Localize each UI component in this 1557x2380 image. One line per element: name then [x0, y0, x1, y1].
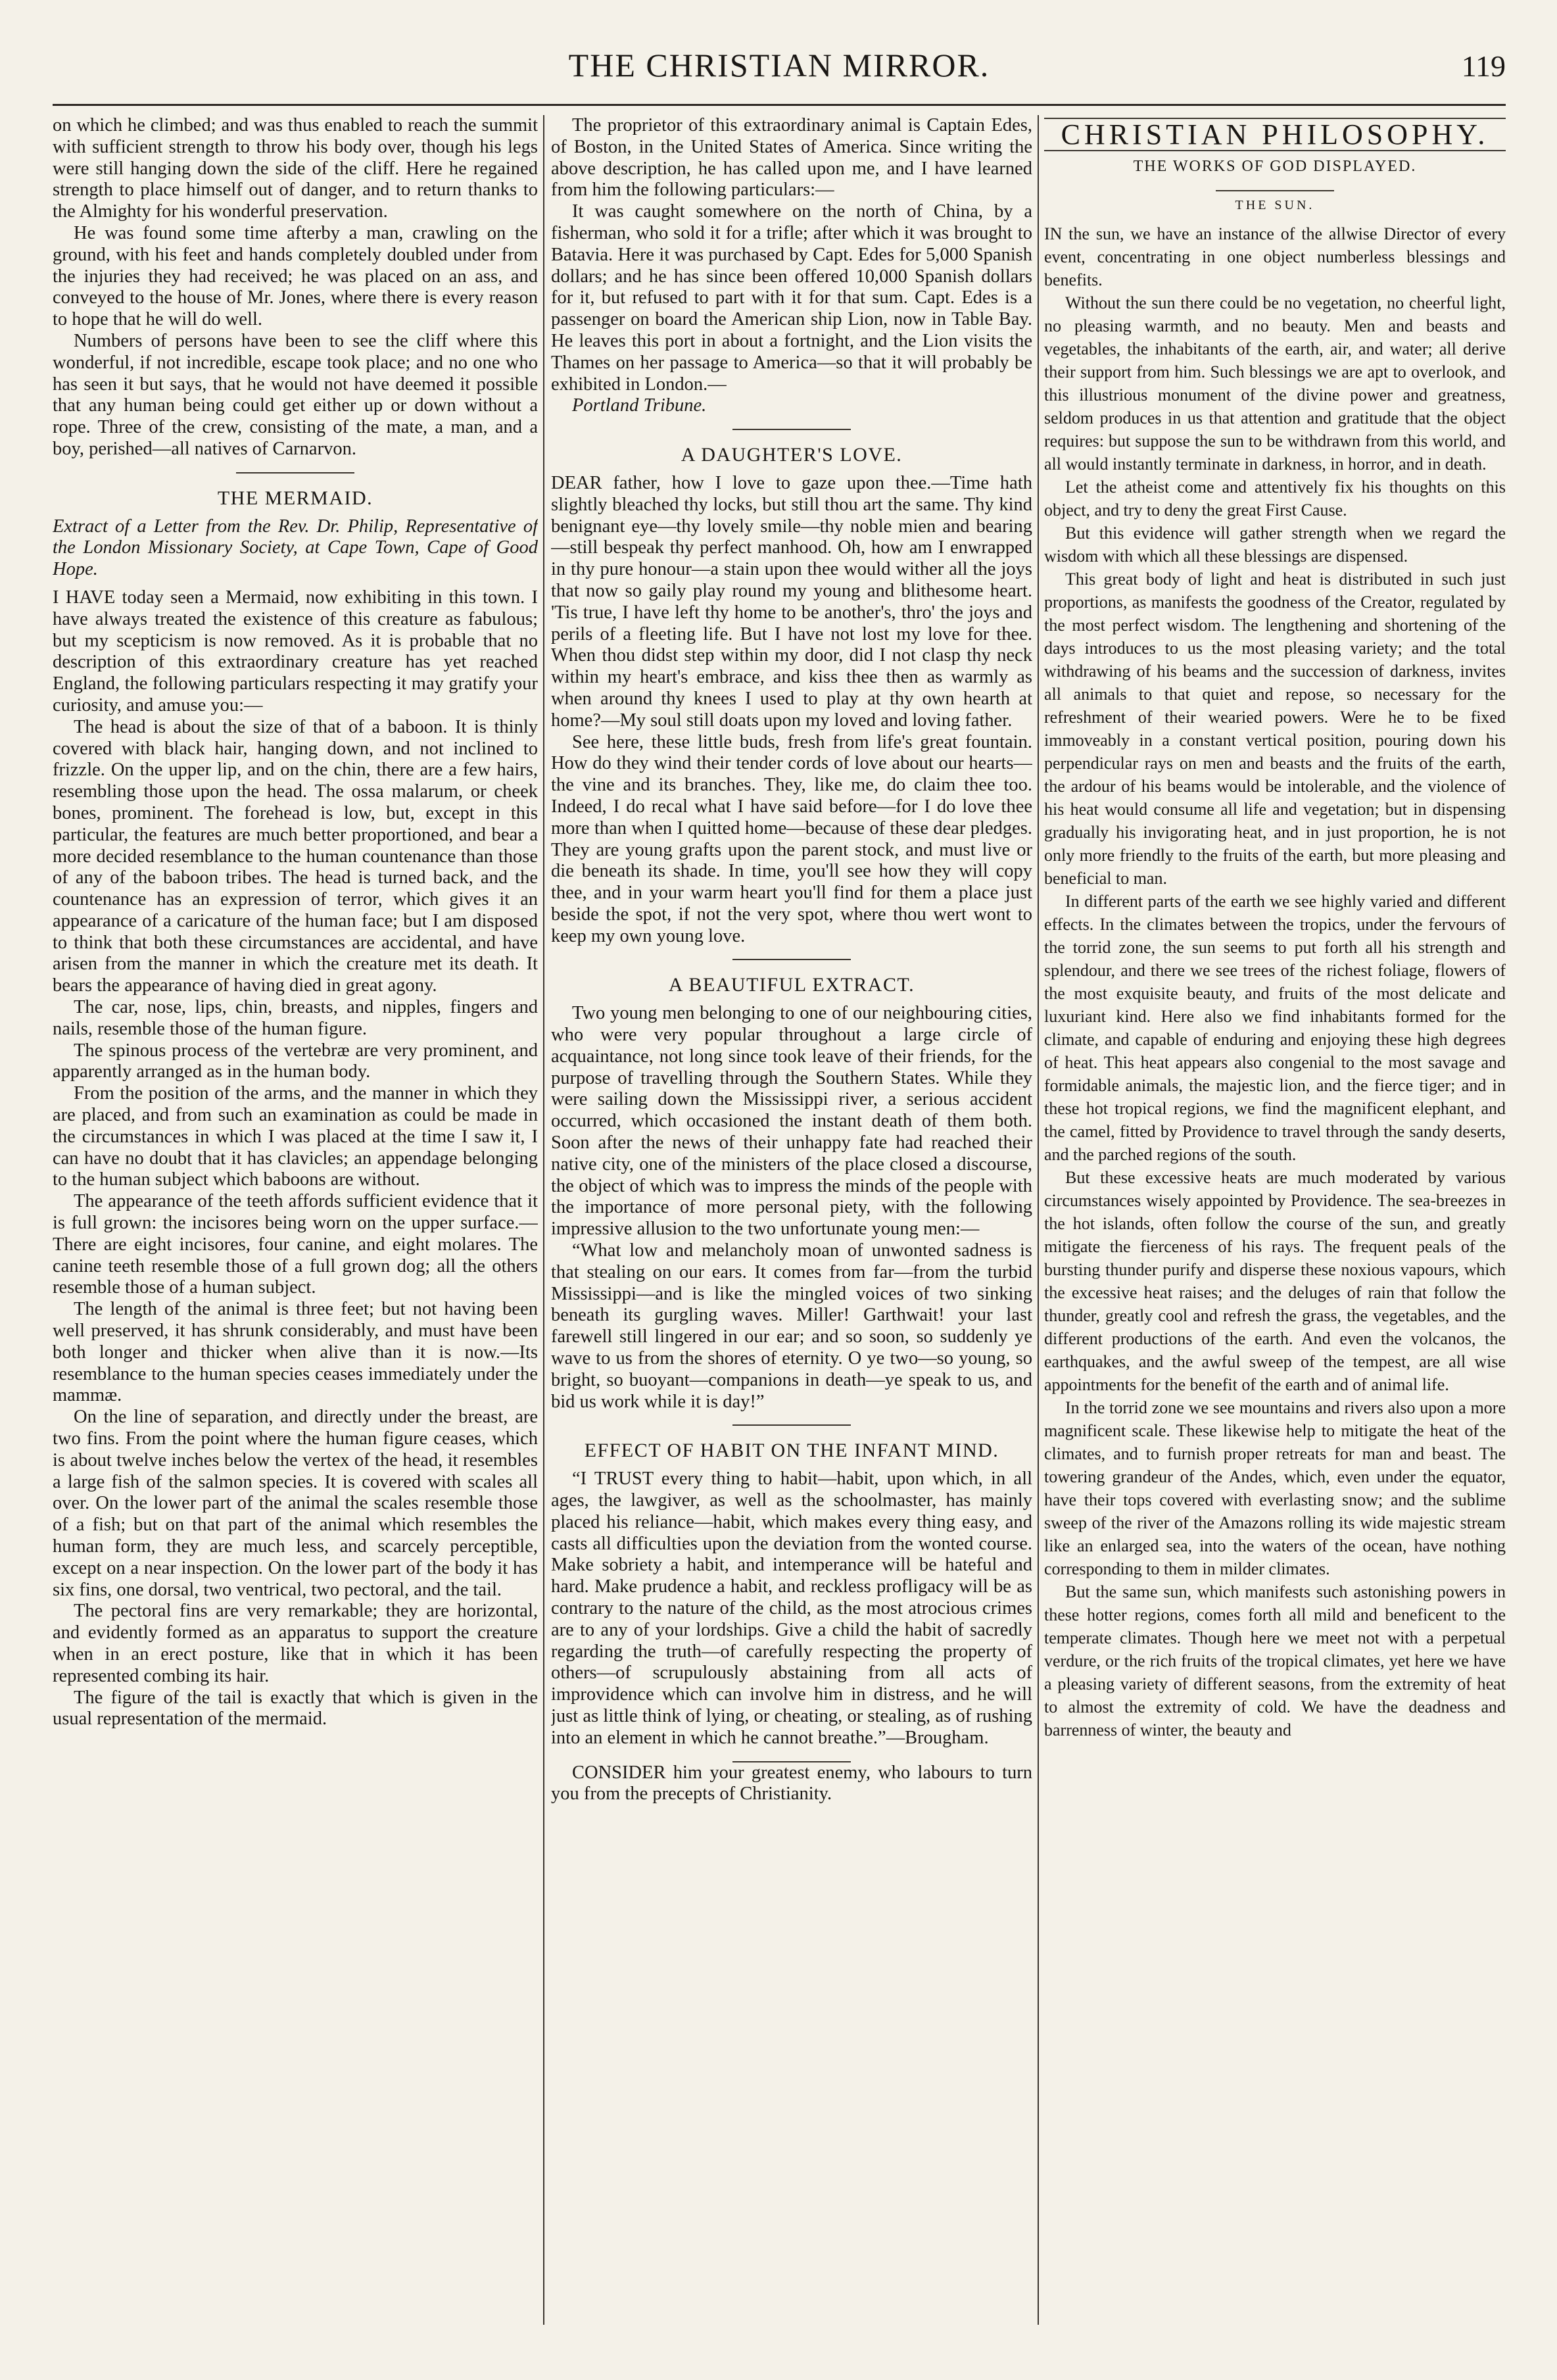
column-1 [53, 115, 538, 2325]
paragraph: He was found some time afterby a man, crawling on the ground, with his feet and hands completely doubled under from the injuries they had received; he was placed on an ass, and conveyed to the house of Mr. Jones, where there is every reason to hope that he will do well. [53, 222, 538, 330]
paragraph: Let the atheist come and attentively fix his thoughts on this object, and try to deny the great First Cause. [1044, 477, 1506, 520]
paragraph: CONSIDER him your greatest enemy, who labours to turn you from the precepts of Christianity. [551, 1762, 1032, 1805]
paragraph: But this evidence will gather strength when we regard the wisdom with which all these blessings are dispensed. [1044, 523, 1506, 566]
paragraph: Without the sun there could be no vegetation, no cheerful light, no pleasing warmth, and no beauty. Men and beasts and vegetables, the inhabitants of the earth, air, and water; all derive their support from him. Such blessings we are apt to overlook, and this illustrious monument of the divine power and greatness, seldom produces in us that attention and gratitude that the object requires: but suppose the sun to be withdrawn from this world, and all would instantly terminate in darkness, in horror, and in death. [1044, 293, 1506, 474]
paragraph: It was caught somewhere on the north of China, by a fisherman, who sold it for a trifle; after which it was brought to Batavia. Here it was purchased by Capt. Edes for 5,000 Spanish dollars; and he has since been offered 10,000 Spanish dollars for it, but refused to part with it for that sum. Capt. Edes is a passenger on board the American ship Lion, now in Table Bay. He leaves this port in about a fortnight, and the Lion visits the Thames on her passage to America—so that it will probably be exhibited in London.— [551, 201, 1032, 395]
article-title: A BEAUTIFUL EXTRACT. [668, 974, 915, 996]
article-title: THE MERMAID. [217, 487, 373, 509]
paragraph: But these excessive heats are much moderated by various circumstances wisely appointed by Providence. The sea-breezes in the hot islands, often follow the course of the sun, and greatly mitigate the fierceness of his rays. The frequent peals of the bursting thunder purify and disperse these noxious vapours, which the excessive heat raises; and the deluges of rain that follow the thunder, greatly cool and refresh the grass, the vegetables, and the different productions of the earth. And even the volcanos, the earthquakes, and the awful sweep of the tempest, are all wise appointments for the benefit of the earth and of animal life. [1044, 1168, 1506, 1394]
paragraph: Numbers of persons have been to see the cliff where this wonderful, if not incredible, escape took place; and no one who has seen it but says, that he would not have deemed it possible that any human being could get either up or down without a rope. Three of the crew, consisting of the mate, a man, and a boy, perished—all natives of Carnarvon. [53, 330, 538, 459]
column-divider [1038, 115, 1039, 2325]
paragraph: The head is about the size of that of a baboon. It is thinly covered with black hair, hanging down, and not inclined to frizzle. On the upper lip, and on the chin, there are a few hairs, resembling those upon the head. The ossa malarum, or cheek bones, prominent. The forehead is low, but, except in this particular, the features are much better proportioned, and bear a more decided resemblance to the human countenance than those of any of the baboon tribes. The head is turned back, and the countenance has an expression of terror, which gives it an appearance of a caricature of the human face; but I am disposed to think that both these circumstances are accidental, and have arisen from the manner in which the creature met its death. It bears the appearance of having died in great agony. [53, 716, 538, 996]
series-title: THE WORKS OF GOD DISPLAYED. [1133, 158, 1417, 175]
paragraph: The spinous process of the vertebræ are very prominent, and apparently arranged as in the human body. [53, 1040, 538, 1082]
paragraph: The appearance of the teeth affords sufficient evidence that it is full grown: the incisores being worn on the upper surface.—There are eight incisores, four canine, and eight molares. The canine teeth resemble those of a full grown dog; all the others resemble those of a human subject. [53, 1191, 538, 1298]
section-divider [236, 472, 354, 474]
paragraph: IN the sun, we have an instance of the allwise Director of every event, concentrating in one object numberless blessings and benefits. [1044, 224, 1506, 289]
paragraph: The proprietor of this extraordinary animal is Captain Edes, of Boston, in the United States of America. Since writing the above description, he has called upon me, and I have learned from him the following particulars:— [551, 115, 1032, 201]
subject-title: THE SUN. [1235, 198, 1315, 212]
section-divider [732, 429, 851, 430]
column-3 [1044, 115, 1506, 2325]
column-divider [543, 115, 544, 2325]
section-divider [1216, 190, 1334, 191]
column-2 [551, 115, 1032, 2325]
paragraph: “What low and melancholy moan of unwonted sadness is that stealing on our ears. It comes from far—from the turbid Mississippi—and is like the mingled voices of two sinking beneath its gurgling waves. Miller! Garthwait! your last farewell still lingered in our ear; and so soon, so suddenly ye wave to us from the shores of eternity. O ye two—so young, so bright, so buoyant—companions in death—ye speak to us, and bid us work while it is day!” [551, 1240, 1032, 1412]
paragraph: But the same sun, which manifests such astonishing powers in these hotter regions, comes forth all mild and beneficent to the temperate climates. Though here we meet not with a perpetual verdure, or the rich fruits of the tropical climates, yet here we have a pleasing variety of different seasons, from the extremity of heat to almost the extremity of cold. We have the deadness and barrenness of winter, the beauty and [1044, 1582, 1506, 1739]
section-divider [732, 959, 851, 960]
paragraph: On the line of separation, and directly under the breast, are two fins. From the point where the human figure ceases, which is about twelve inches below the vertex of the head, it resembles a large fish of the salmon species. It is covered with scales all over. On the lower part of the animal the scales resemble those of a fish; but on that part of the animal which resembles the human form, they are much less, and scarcely perceptible, except on a near inspection. On the lower part of the body it has six fins, one dorsal, two ventrical, two pectoral, and the tail. [53, 1407, 538, 1600]
paragraph: I HAVE today seen a Mermaid, now exhibiting in this town. I have always treated the existence of this creature as fabulous; but my scepticism is now removed. As it is probable that no description of this extraordinary creature has yet reached England, the following particulars respecting it may gratify your curiosity, and amuse you:— [53, 587, 538, 716]
paragraph: The car, nose, lips, chin, breasts, and nipples, fingers and nails, resemble those of the human figure. [53, 997, 538, 1039]
paragraph: on which he climbed; and was thus enabled to reach the summit with sufficient strength to throw his body over, though his legs were still hanging down the side of the cliff. Here he regained strength to place himself out of danger, and to return thanks to the Almighty for his wonderful preservation. [53, 115, 538, 222]
paragraph: “I TRUST every thing to habit—habit, upon which, in all ages, the lawgiver, as well as the schoolmaster, has mainly placed his reliance—habit, which makes every thing easy, and casts all difficulties upon the deviation from the wonted course. Make sobriety a habit, and intemperance will be hateful and hard. Make prudence a habit, and reckless profligacy will be as contrary to the nature of the child, as the most atrocious crimes are to any of your lordships. Give a child the habit of sacredly regarding the truth—of carefully respecting the property of others—of scrupulously abstaining from all acts of improvidence which can involve him in distress, and he will just as little think of lying, or cheating, or stealing, as of rushing into an element in which he cannot breathe.”—Brougham. [551, 1469, 1032, 1748]
paragraph: The figure of the tail is exactly that which is given in the usual representation of the mermaid. [53, 1687, 538, 1730]
section-title: CHRISTIAN PHILOSOPHY. [1061, 118, 1489, 151]
paragraph: In the torrid zone we see mountains and rivers also upon a more magnificent scale. These likewise help to mitigate the heat of the climates, and to furnish proper retreats for man and beast. The towering grandeur of the Andes, which, even under the equator, have their tops covered with everlasting snow; and the sublime sweep of the river of the Amazons rolling its wide majestic stream like an enlarged sea, into the waters of the ocean, have nothing corresponding to them in milder climates. [1044, 1398, 1506, 1578]
paragraph: The pectoral fins are very remarkable; they are horizontal, and evidently formed as an apparatus to support the creature when in an erect posture, like that in which it has been represented combing its hair. [53, 1601, 538, 1686]
paragraph: DEAR father, how I love to gaze upon thee.—Time hath slightly bleached thy locks, but still thou art the same. Thy kind benignant eye—thy lovely smile—thy noble mien and bearing—still bespeak thy perfect manhood. Oh, how am I enwrapped in thy pure honour—a stain upon thee would wither all the joys that now so gaily play round my young and blithesome heart. 'Tis true, I have left thy home to be another's, thro' the joys and perils of a fleeting life. But I have not lost my love for thee. When thou didst step within my door, did I not clasp thy neck within my heart's embrace, and kiss thee then as warmly as when around thy knees I used to play at thy own hearth at home?—My soul still doats upon my loved and loving father. [551, 472, 1032, 731]
paragraph: Two young men belonging to one of our neighbouring cities, who were very popular throughout a large circle of acquaintance, not long since took leave of their friends, for the purpose of travelling through the Southern States. While they were sailing down the Mississippi river, a serious accident occurred, which occasioned the instant death of them both. Soon after the news of their unhappy fate had reached their native city, one of the ministers of the place closed a discourse, the object of which was to impress the minds of the people with the importance of more personal piety, with the following impressive allusion to the two unfortunate young men:— [551, 1003, 1032, 1240]
paragraph: The length of the animal is three feet; but not having been well preserved, it has shrunk considerably, and must have been both longer and thicker when alive than it is now.—Its resemblance to the human species ceases immediately under the mammæ. [53, 1299, 538, 1406]
masthead [53, 46, 1506, 92]
masthead-rule [53, 104, 1506, 106]
article-subtitle: Extract of a Letter from the Rev. Dr. Philip, Representative of the London Missionary Society, at Cape Town, Cape of Good Hope. [53, 516, 538, 580]
source-credit: Portland Tribune. [572, 395, 707, 416]
paragraph: In different parts of the earth we see highly varied and different effects. In the climates between the tropics, under the fervours of the torrid zone, the sun seems to put forth all his strength and splendour, and there we see trees of the richest foliage, flowers of the most exquisite beauty, and fruits of the most delicate and luxuriant kind. Here also we find inhabitants formed for the climate, and capable of enduring and enjoying these high degrees of heat. This heat appears also congenial to the most savage and formidable animals, the majestic lion, and the fierce tiger; and in these hot tropical regions, we find the magnificent elephant, and the camel, fitted by Providence to travel through the sandy deserts, and the parched regions of the south. [1044, 892, 1506, 1164]
paragraph: See here, these little buds, fresh from life's great fountain. How do they wind their tender cords of love about our hearts—the vine and its branches. They, like me, do claim thee too. Indeed, I do recal what I have said before—for I do love thee more than when I quitted home—because of these dear pledges. They are young grafts upon the parent stock, and must live or die beneath its shade. In time, you'll see how they will copy thee, and in your warm heart you'll find for them a place just beside the spot, if not the very spot, where thou wert wont to keep my own young love. [551, 731, 1032, 946]
section-divider [732, 1424, 851, 1426]
page-title: THE CHRISTIAN MIRROR. [568, 47, 990, 84]
paragraph: This great body of light and heat is distributed in such just proportions, as manifests the goodness of the Creator, regulated by the most perfect wisdom. The lengthening and shortening of the days introduces to us the most pleasing variety; and the total withdrawing of his beams and the succession of darkness, invites all animals to that quiet and repose, so necessary for the refreshment of their wearied powers. Were he to be fixed immoveably in a constant vertical position, pouring down his perpendicular rays on men and beasts and the fruits of the earth, the ardour of his beams would be intolerable, and the violence of his heat would consume all life and vegetation; but in dispensing gradually his invigorating heat, and in just proportion, he is not only more friendly to the fruits of the earth, but more pleasing and beneficial to man. [1044, 570, 1506, 888]
article-title: EFFECT OF HABIT ON THE INFANT MIND. [584, 1440, 999, 1462]
paragraph: From the position of the arms, and the manner in which they are placed, and from such an examination as could be made in the circumstances in which I was placed at the time I saw it, I can have no doubt that it has clavicles; an appendage belonging to the human subject which baboons are without. [53, 1083, 538, 1190]
page-number: 119 [1461, 49, 1506, 83]
article-title: A DAUGHTER'S LOVE. [681, 444, 903, 466]
